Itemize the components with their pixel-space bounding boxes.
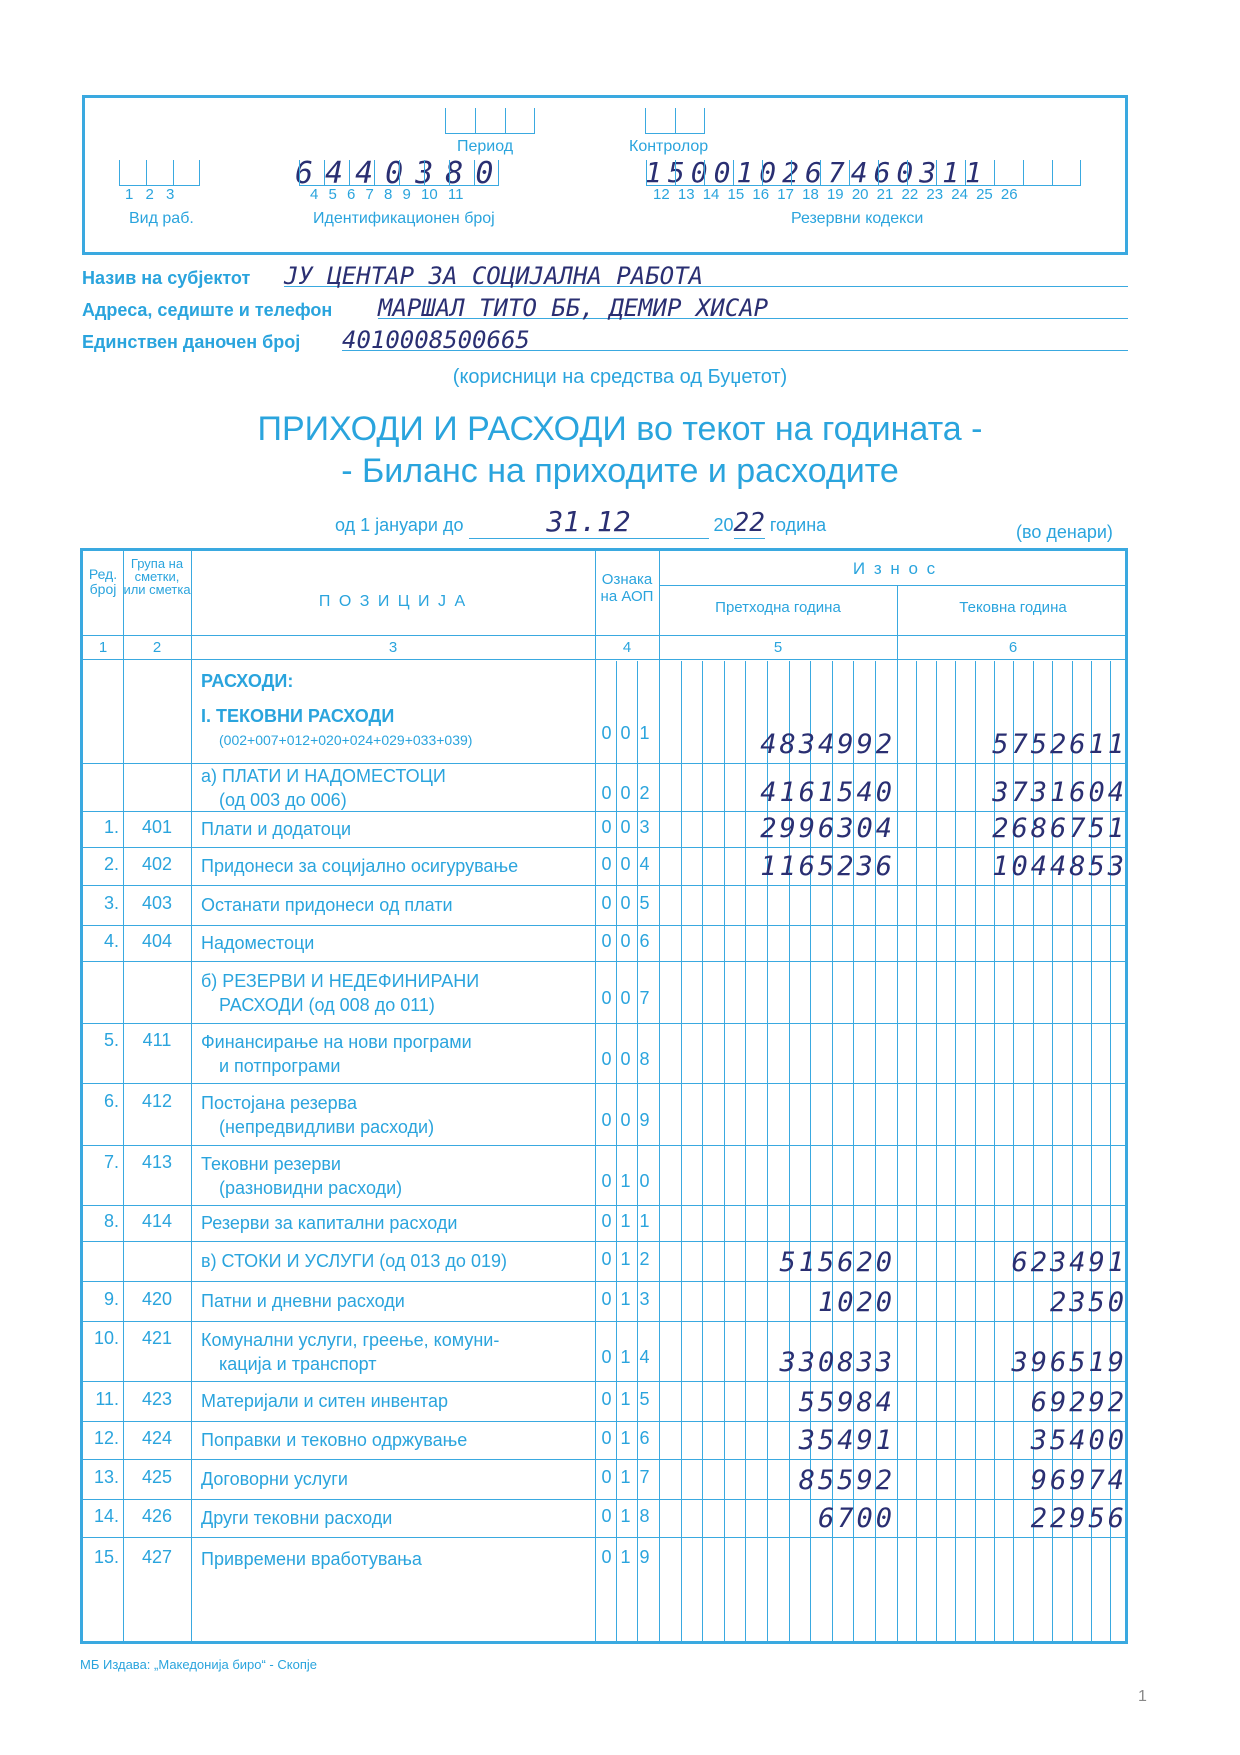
row-number: 3. — [103, 893, 119, 913]
curr-year-amount[interactable]: 5752611 — [992, 729, 1127, 760]
prev-year-amount[interactable]: 6700 — [817, 1503, 895, 1534]
table-row — [83, 1083, 1125, 1145]
reserve-boxes — [646, 160, 1081, 186]
row-position-line1: в) СТОКИ И УСЛУГИ (од 013 до 019) — [201, 1251, 507, 1271]
aop-digit: 0 — [620, 854, 631, 874]
row-divider — [83, 811, 1125, 812]
row-number: 13. — [93, 1467, 119, 1487]
row-aop — [597, 1428, 657, 1449]
prev-year-amount[interactable]: 2996304 — [760, 813, 895, 844]
table-row — [83, 1281, 1125, 1321]
control-boxes[interactable] — [645, 108, 705, 134]
vid-numbers: 1 2 3 — [125, 186, 175, 203]
table-row — [83, 1499, 1125, 1537]
curr-year-amount[interactable]: 3731604 — [992, 777, 1127, 808]
row-group: 404 — [141, 931, 173, 951]
table-row — [83, 1205, 1125, 1241]
row-divider — [83, 1537, 1125, 1538]
year-suffix: година — [769, 515, 827, 535]
table-row — [83, 1023, 1125, 1083]
curr-year-amount[interactable]: 396519 — [1011, 1347, 1127, 1378]
reserve-label: Резервни кодекси — [791, 210, 924, 227]
curr-year-amount[interactable]: 22956 — [1030, 1503, 1127, 1534]
table-row — [83, 763, 1125, 811]
aop-digit: 0 — [601, 1171, 612, 1191]
id-numbers: 4 5 6 7 8 9 10 11 — [310, 186, 464, 203]
prev-year-amount[interactable]: 1165236 — [760, 851, 895, 882]
col-num-6: 6 — [1008, 639, 1018, 656]
row-position-line1: Тековни резерви — [201, 1154, 341, 1174]
row-position — [201, 669, 671, 693]
reserve-numbers: 12 13 14 15 16 17 18 19 20 21 22 23 24 25 26 — [653, 186, 1018, 203]
year-value[interactable]: 22 — [733, 508, 765, 538]
id-boxes — [299, 160, 499, 186]
budget-note: (корисници на средства од Буџетот) — [452, 366, 788, 388]
aop-digit: 0 — [601, 1547, 612, 1567]
table-row — [83, 885, 1125, 925]
aop-digit: 1 — [620, 1389, 631, 1409]
row-number: 5. — [103, 1030, 119, 1050]
row-divider — [83, 961, 1125, 962]
table-row — [83, 847, 1125, 885]
row-divider — [83, 885, 1125, 886]
aop-digit: 0 — [620, 1049, 631, 1069]
row-number: 7. — [103, 1152, 119, 1172]
row-aop — [597, 1467, 657, 1488]
table-row — [83, 925, 1125, 961]
aop-digit: 1 — [639, 1211, 650, 1231]
aop-digit: 0 — [601, 1249, 612, 1269]
prev-year-amount[interactable]: 330833 — [779, 1347, 895, 1378]
aop-digit: 2 — [639, 1249, 650, 1269]
aop-digit: 1 — [620, 1289, 631, 1309]
row-group: 414 — [141, 1211, 173, 1231]
aop-digit: 1 — [620, 1211, 631, 1231]
row-divider — [83, 1321, 1125, 1322]
aop-digit: 1 — [620, 1467, 631, 1487]
aop-digit: 0 — [601, 783, 612, 803]
row-position-line1: Други тековни расходи — [201, 1508, 393, 1528]
col-num-2: 2 — [152, 639, 162, 656]
row-position-line1: Привремени вработувања — [201, 1549, 422, 1569]
aop-digit: 3 — [639, 817, 650, 837]
aop-digit: 1 — [620, 1347, 631, 1367]
row-position-line1: Договорни услуги — [201, 1469, 348, 1489]
publisher-footer: МБ Издава: „Македонија биро“ - Скопје — [80, 1657, 317, 1672]
col-num-4: 4 — [622, 639, 632, 656]
row-aop — [597, 1211, 657, 1232]
curr-year-amount[interactable]: 623491 — [1011, 1247, 1127, 1278]
period-prefix: од 1 јануари до — [335, 515, 464, 535]
curr-year-amount[interactable]: 2350 — [1049, 1287, 1127, 1318]
row-position-line1: Надоместоци — [201, 933, 315, 953]
row-position-line1: б) РЕЗЕРВИ И НЕДЕФИНИРАНИ — [201, 971, 480, 991]
aop-digit: 0 — [620, 931, 631, 951]
aop-digit: 0 — [601, 1506, 612, 1526]
prev-year-amount[interactable]: 85592 — [798, 1465, 895, 1496]
table-row — [83, 1421, 1125, 1459]
row-aop — [597, 1389, 657, 1410]
aop-digit: 0 — [620, 723, 631, 743]
aop-digit: 0 — [601, 893, 612, 913]
row-divider — [83, 1205, 1125, 1206]
row-position-line2: РАСХОДИ (од 008 до 011) — [219, 995, 435, 1015]
aop-digit: 1 — [620, 1171, 631, 1191]
curr-year-amount[interactable]: 96974 — [1030, 1465, 1127, 1496]
aop-digit: 0 — [601, 817, 612, 837]
aop-digit: 4 — [639, 1347, 650, 1367]
aop-digit: 1 — [620, 1506, 631, 1526]
row-aop — [597, 1049, 657, 1070]
page-number: 1 — [1138, 1688, 1147, 1705]
table-row — [83, 661, 1125, 691]
row-group: 412 — [141, 1091, 173, 1111]
col-red-broj: Ред. број — [88, 566, 118, 597]
name-label: Назив на субјектот — [82, 268, 251, 288]
row-aop — [597, 931, 657, 952]
tax-field[interactable]: 4010008500665 — [342, 326, 1128, 351]
row-group: 420 — [141, 1289, 173, 1309]
row-position-line2: кација и транспорт — [219, 1354, 377, 1374]
row-divider — [83, 1281, 1125, 1282]
col-num-5: 5 — [773, 639, 783, 656]
row-aop — [597, 783, 657, 804]
aop-digit: 8 — [639, 1049, 650, 1069]
currency-note: (во денари) — [1016, 522, 1113, 542]
curr-year-amount[interactable]: 69292 — [1030, 1387, 1127, 1418]
vid-label: Вид раб. — [129, 210, 194, 227]
table-row — [83, 1459, 1125, 1499]
row-position-line1: Постојана резерва — [201, 1093, 358, 1113]
row-number: 4. — [103, 931, 119, 951]
row-group: 424 — [141, 1428, 173, 1448]
period-row — [335, 505, 826, 539]
control-label: Контролор — [629, 138, 709, 155]
aop-digit: 0 — [601, 1347, 612, 1367]
name-field[interactable]: ЈУ ЦЕНТАР ЗА СОЦИЈАЛНА РАБОТА — [284, 262, 1128, 287]
period-date[interactable]: 31.12 — [469, 505, 709, 539]
aop-digit: 0 — [601, 1211, 612, 1231]
row-divider — [83, 1145, 1125, 1146]
period-boxes[interactable] — [445, 108, 535, 134]
row-group: 402 — [141, 854, 173, 874]
aop-digit: 0 — [601, 723, 612, 743]
aop-digit: 1 — [620, 1428, 631, 1448]
row-aop — [597, 1506, 657, 1527]
table-row — [83, 1321, 1125, 1381]
reserve-value[interactable]: 150010267460311 — [645, 156, 988, 189]
aop-digit: 8 — [639, 1506, 650, 1526]
aop-digit: 2 — [639, 783, 650, 803]
aop-digit: 7 — [639, 988, 650, 1008]
row-number: 2. — [103, 854, 119, 874]
row-group: 401 — [141, 817, 173, 837]
curr-year-amount[interactable]: 35400 — [1030, 1425, 1127, 1456]
row-divider — [83, 1083, 1125, 1084]
row-number: 9. — [103, 1289, 119, 1309]
row-position-line1: Патни и дневни расходи — [201, 1291, 405, 1311]
aop-digit: 6 — [639, 931, 650, 951]
title-line-2: - Биланс на приходите и расходите — [341, 452, 899, 490]
prev-year-amount[interactable]: 35491 — [798, 1425, 895, 1456]
row-divider — [83, 847, 1125, 848]
row-position-line1: а) ПЛАТИ И НАДОМЕСТОЦИ — [201, 766, 446, 786]
col-oznaka: Ознака на АОП — [600, 571, 654, 605]
row-number: 1. — [103, 817, 119, 837]
tax-label: Единствен даночен број — [82, 332, 301, 352]
table-row — [83, 1381, 1125, 1421]
prev-year-amount[interactable]: 4834992 — [760, 729, 895, 760]
prev-year-amount[interactable]: 55984 — [798, 1387, 895, 1418]
col-pozicija: П О З И Ц И Ј А — [318, 593, 468, 610]
row-position-line1: РАСХОДИ: — [201, 671, 294, 691]
aop-digit: 5 — [639, 893, 650, 913]
row-divider — [83, 1381, 1125, 1382]
table-row — [83, 1241, 1125, 1281]
row-number: 15. — [93, 1547, 119, 1567]
col-iznos: И з н о с — [852, 559, 938, 578]
row-aop — [597, 1171, 657, 1192]
aop-digit: 6 — [639, 1428, 650, 1448]
row-aop — [597, 854, 657, 875]
aop-digit: 3 — [639, 1289, 650, 1309]
col-num-1: 1 — [98, 639, 108, 656]
header-box — [82, 95, 1128, 255]
row-position-line1: I. ТЕКОВНИ РАСХОДИ — [201, 706, 395, 726]
curr-year-amount[interactable]: 1044853 — [992, 851, 1127, 882]
aop-digit: 0 — [620, 783, 631, 803]
table-row — [83, 811, 1125, 847]
row-divider — [83, 1499, 1125, 1500]
aop-digit: 7 — [639, 1467, 650, 1487]
row-number: 12. — [93, 1428, 119, 1448]
aop-digit: 0 — [620, 893, 631, 913]
row-aop — [597, 1347, 657, 1368]
col-grupa: Група на сметки, или сметка — [123, 556, 191, 597]
row-group: 427 — [141, 1547, 173, 1567]
row-group: 426 — [141, 1506, 173, 1526]
row-divider — [83, 1023, 1125, 1024]
table-row — [83, 961, 1125, 1023]
balance-table — [80, 548, 1128, 1644]
row-aop — [597, 1249, 657, 1270]
aop-digit: 5 — [639, 1389, 650, 1409]
row-divider — [83, 763, 1125, 764]
id-label: Идентификационен број — [313, 210, 495, 227]
row-aop — [597, 893, 657, 914]
row-position-line2: (од 003 до 006) — [219, 790, 347, 810]
row-number: 6. — [103, 1091, 119, 1111]
col-prethodna: Претходна година — [715, 599, 841, 616]
row-group: 423 — [141, 1389, 173, 1409]
table-row — [83, 1537, 1125, 1581]
row-group: 411 — [142, 1030, 172, 1050]
row-number: 14. — [93, 1506, 119, 1526]
prev-year-amount[interactable]: 515620 — [779, 1247, 895, 1278]
aop-digit: 0 — [639, 1171, 650, 1191]
row-divider — [83, 925, 1125, 926]
title-line-1: ПРИХОДИ И РАСХОДИ во текот на годината - — [257, 410, 983, 448]
aop-digit: 0 — [620, 988, 631, 1008]
row-number: 11. — [95, 1389, 119, 1409]
row-divider — [83, 1241, 1125, 1242]
row-group: 425 — [141, 1467, 173, 1487]
curr-year-amount[interactable]: 2686751 — [992, 813, 1127, 844]
aop-digit: 9 — [639, 1547, 650, 1567]
aop-digit: 0 — [620, 817, 631, 837]
row-group: 421 — [141, 1328, 173, 1348]
aop-digit: 0 — [601, 988, 612, 1008]
vid-boxes[interactable] — [119, 160, 200, 186]
row-position-line2: (непредвидливи расходи) — [219, 1117, 435, 1137]
prev-year-amount[interactable]: 1020 — [817, 1287, 895, 1318]
row-aop — [597, 988, 657, 1009]
row-position-line1: Материјали и ситен инвентар — [201, 1391, 448, 1411]
row-divider — [83, 1459, 1125, 1460]
row-aop — [597, 1110, 657, 1131]
row-position-line2: (разновидни расходи) — [219, 1178, 403, 1198]
row-position-line1: Комунални услуги, греење, комуни- — [201, 1330, 500, 1350]
row-position-line1: Поправки и тековно одржување — [201, 1430, 468, 1450]
row-aop — [597, 723, 657, 744]
row-position-line1: Придонеси за социјално осигурување — [201, 856, 519, 876]
col-tekovna: Тековна година — [959, 599, 1067, 616]
aop-digit: 0 — [620, 1110, 631, 1130]
aop-digit: 0 — [601, 1389, 612, 1409]
aop-digit: 4 — [639, 854, 650, 874]
aop-digit: 0 — [601, 1428, 612, 1448]
period-label: Период — [457, 138, 514, 155]
aop-digit: 0 — [601, 1467, 612, 1487]
row-number: 8. — [103, 1211, 119, 1231]
aop-digit: 1 — [620, 1249, 631, 1269]
row-position-line2: (002+007+012+020+024+029+033+039) — [219, 732, 473, 748]
aop-digit: 0 — [601, 1289, 612, 1309]
row-position-line2: и потпрограми — [219, 1056, 341, 1076]
row-divider — [83, 1421, 1125, 1422]
aop-digit: 1 — [639, 723, 650, 743]
row-position-line1: Финансирање на нови програми — [201, 1032, 472, 1052]
year-prefix: 20 — [713, 515, 734, 535]
row-aop — [597, 1289, 657, 1310]
aop-digit: 0 — [601, 854, 612, 874]
aop-digit: 0 — [601, 1110, 612, 1130]
row-aop — [597, 1547, 657, 1568]
table-row — [83, 1145, 1125, 1205]
id-value[interactable]: 6440380 — [295, 156, 506, 191]
address-label: Адреса, седиште и телефон — [82, 300, 333, 320]
row-group: 403 — [141, 893, 173, 913]
aop-digit: 0 — [601, 1049, 612, 1069]
address-field[interactable]: МАРШАЛ ТИТО ББ, ДЕМИР ХИСАР — [378, 294, 1128, 319]
aop-digit: 9 — [639, 1110, 650, 1130]
prev-year-amount[interactable]: 4161540 — [760, 777, 895, 808]
row-position-line1: Плати и додатоци — [201, 819, 352, 839]
aop-digit: 1 — [620, 1547, 631, 1567]
col-num-3: 3 — [388, 639, 398, 656]
row-position-line1: Резерви за капитални расходи — [201, 1213, 458, 1233]
row-position-line1: Останати придонеси од плати — [201, 895, 453, 915]
table-row — [83, 691, 1125, 763]
row-aop — [597, 817, 657, 838]
row-number: 10. — [93, 1328, 119, 1348]
row-group: 413 — [141, 1152, 173, 1172]
aop-digit: 0 — [601, 931, 612, 951]
